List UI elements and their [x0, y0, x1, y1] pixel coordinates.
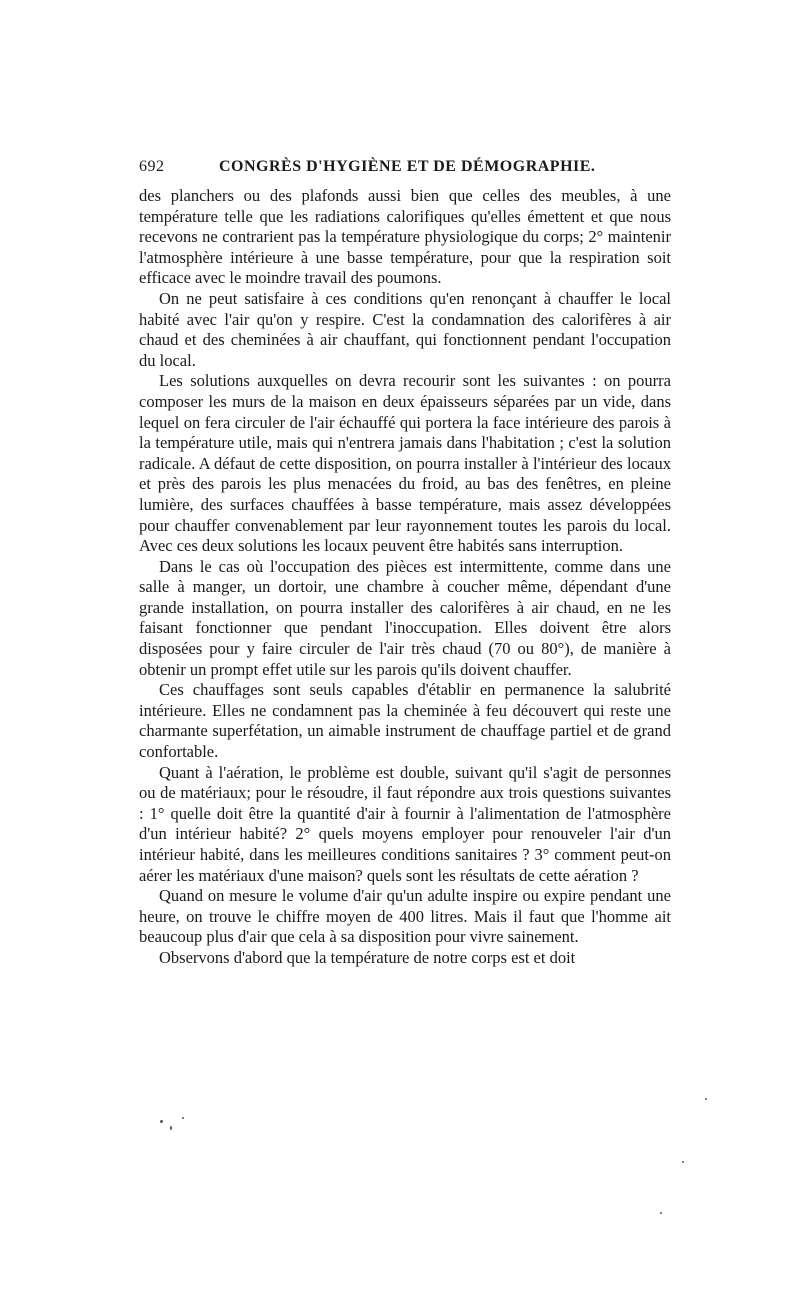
book-page: [139, 158, 671, 969]
body-text: [139, 186, 671, 969]
paragraph: On ne peut satisfaire à ces conditions qu'en renonçant à chauffer le local habité avec l'air qu'on y respire. C'est la condamnation des calorifères à air chaud et des cheminées à air chauffant, qui fonctionnent pendant l'occupation du local.: [139, 288, 671, 370]
paragraph: Les solutions auxquelles on devra recourir sont les suivantes : on pourra composer les murs de la maison en deux épaisseurs séparées par un vide, dans lequel on fera circuler de l'air échauffé qui portera la face intérieure des parois à la température utile, mais qui n'entrera jamais dans l'habitation ; c'est la solution radicale. A défaut de cette disposition, on pourra installer à l'intérieur des locaux et près des parois les plus menacées du froid, au bas des fenêtres, en pleine lumière, des surfaces chauffées à basse température, mais assez développées pour chauffer convenablement par leur rayonnement toutes les parois du local. Avec ces deux solutions les locaux peuvent être habités sans interruption.: [139, 371, 671, 556]
scan-speck: [660, 1212, 662, 1214]
scan-speck: [170, 1126, 172, 1130]
scan-speck: [182, 1117, 184, 1119]
paragraph: Quant à l'aération, le problème est double, suivant qu'il s'agit de personnes ou de matériaux; pour le résoudre, il faut répondre aux trois questions suivantes : 1° quelle doit être la quantité d'air à fournir à l'alimentation de l'atmosphère d'un intérieur habité? 2° quels moyens employer pour renouveler l'air d'un intérieur habité, dans les meilleures conditions sanitaires ? 3° comment peut-on aérer les matériaux d'une maison? quels sont les résultats de cette aération ?: [139, 762, 671, 885]
page-number: 692: [139, 158, 165, 175]
scan-speck: [682, 1161, 684, 1163]
paragraph: Observons d'abord que la température de notre corps est et doit: [159, 947, 576, 967]
running-title: CONGRÈS D'HYGIÈNE ET DE DÉMOGRAPHIE.: [219, 158, 596, 175]
paragraph: Quand on mesure le volume d'air qu'un adulte inspire ou expire pendant une heure, on trouve le chiffre moyen de 400 litres. Mais il faut que l'homme ait beaucoup plus d'air que cela à sa disposition pour vivre sainement.: [139, 886, 671, 947]
scan-speck: [160, 1120, 163, 1123]
scan-speck: [705, 1098, 707, 1100]
running-head: [139, 158, 671, 184]
paragraph: Dans le cas où l'occupation des pièces est intermittente, comme dans une salle à manger, un dortoir, une chambre à coucher même, dépendant d'une grande installation, on pourra installer des calorifères à air chaud, en ne les faisant fonctionner que pendant l'inoccupation. Elles doivent être alors disposées pour y faire circuler de l'air très chaud (70 ou 80°), de manière à obtenir un prompt effet utile sur les parois qu'ils doivent chauffer.: [139, 556, 671, 679]
paragraph: des planchers ou des plafonds aussi bien que celles des meubles, à une température telle que les radiations calorifiques qu'elles émettent et que nous recevons ne contrarient pas la température physiologique du corps; 2° maintenir l'atmosphère intérieure à une basse température, pour que la respiration soit efficace avec le moindre travail des poumons.: [139, 186, 671, 288]
paragraph: Ces chauffages sont seuls capables d'établir en permanence la salubrité intérieure. Elles ne condamnent pas la cheminée à feu découvert qui reste une charmante superfétation, un aimable instrument de chauffage partiel et de grand confortable.: [139, 680, 671, 762]
